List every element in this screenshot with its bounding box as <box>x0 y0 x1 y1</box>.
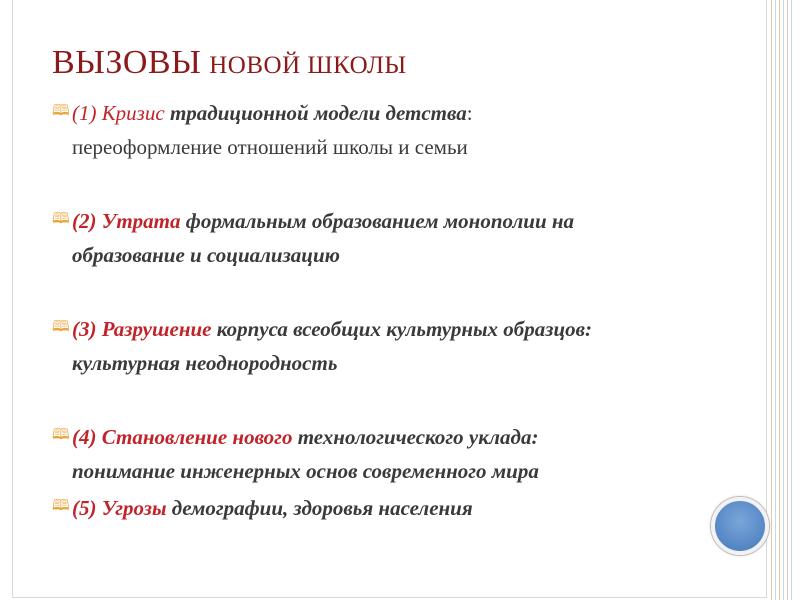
item-key: (1) Кризис <box>72 101 165 125</box>
item-rest: корпуса всеобщих культурных образцов: <box>216 317 593 341</box>
item-text <box>72 420 752 488</box>
decorative-lines <box>768 0 800 600</box>
open-book-bullet-icon: 🕮 <box>52 496 70 514</box>
item-rest: формальным образованием монополии на <box>185 209 575 233</box>
item-colon: : <box>466 101 473 125</box>
title-main: ВЫЗОВЫ <box>52 44 202 81</box>
item-rest: традиционной модели детства <box>169 101 467 125</box>
open-book-bullet-icon: 🕮 <box>52 101 70 119</box>
page-title <box>52 44 407 82</box>
item-text <box>72 491 752 525</box>
blue-circle-icon <box>711 497 769 555</box>
item-key: (3) Разрушение <box>72 317 212 341</box>
open-book-bullet-icon: 🕮 <box>52 317 70 335</box>
item-rest: демографии, здоровья населения <box>171 496 473 520</box>
item-key: (2) Утрата <box>72 209 181 233</box>
item-line2: переоформление отношений школы и семьи <box>72 135 468 159</box>
item-text <box>72 204 752 272</box>
item-line2: культурная неоднородность <box>72 351 338 375</box>
open-book-bullet-icon: 🕮 <box>52 425 70 443</box>
item-rest: технологического уклада: <box>297 425 539 449</box>
item-key: (4) Становление нового <box>72 425 293 449</box>
item-line2: понимание инженерных основ современного мира <box>72 459 539 483</box>
item-text <box>72 312 752 380</box>
open-book-bullet-icon: 🕮 <box>52 209 70 227</box>
title-rest: НОВОЙ ШКОЛЫ <box>209 52 407 79</box>
item-line2: образование и социализацию <box>72 243 340 267</box>
item-text <box>72 96 752 164</box>
item-key: (5) Угрозы <box>72 496 167 520</box>
